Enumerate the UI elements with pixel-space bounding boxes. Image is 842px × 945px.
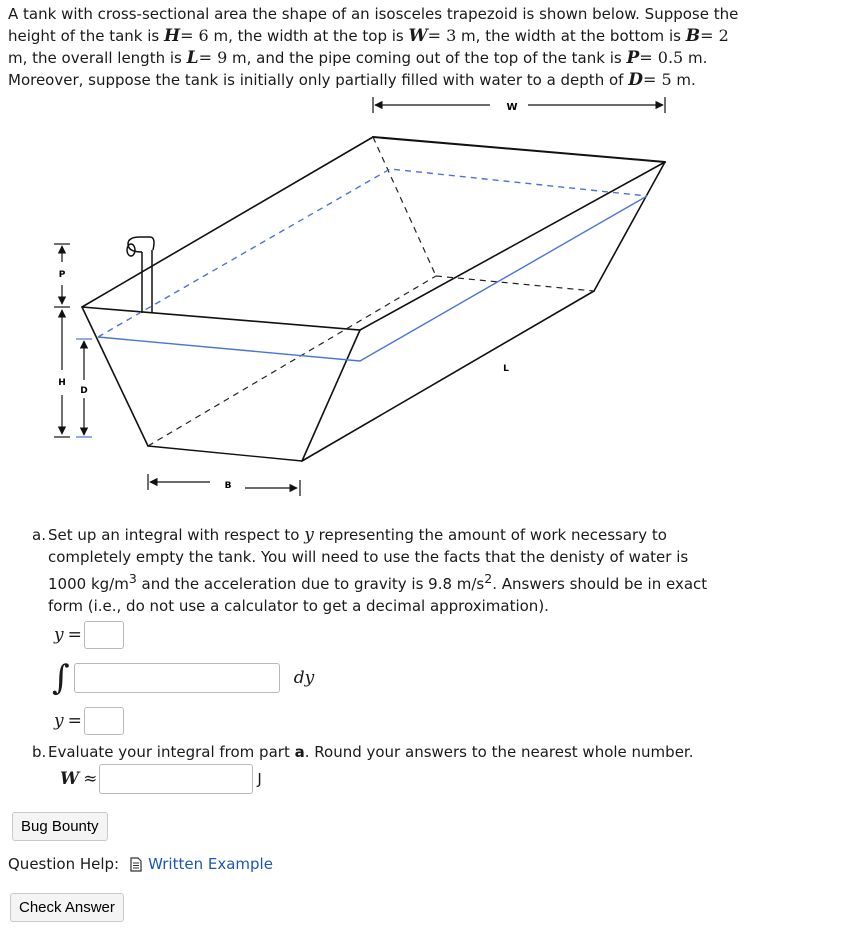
- tank-top-front-edge: [82, 162, 665, 330]
- integral-row: [52, 660, 314, 696]
- var-h: H: [164, 26, 181, 46]
- upper-limit-eq: =: [67, 711, 82, 731]
- work-answer-row: [60, 764, 262, 794]
- part-b-question: [32, 742, 718, 764]
- tank-bottom-front-edge: [148, 446, 302, 461]
- tank-bottom-long-edge: [302, 291, 594, 461]
- label-l: L: [503, 364, 509, 374]
- superscript-2: 2: [484, 571, 493, 586]
- value-w: = 3: [427, 26, 457, 45]
- dy-label: dy: [293, 668, 315, 688]
- question-help: [8, 855, 273, 873]
- var-w: W: [408, 26, 428, 46]
- tank-hidden-bottom-diag: [148, 276, 436, 446]
- part-a-label: a.: [32, 526, 46, 544]
- part-b-text-2: . Round your answers to the nearest whole number.: [304, 743, 694, 761]
- part-a-text-2: representing the amount of work necessary to completely empty the tank. You will need to use the facts that the denisty of water is 1000 kg/m: [48, 526, 689, 593]
- upper-limit-input[interactable]: [84, 707, 124, 735]
- part-b-label: b.: [32, 743, 47, 761]
- lower-limit-input[interactable]: [84, 621, 124, 649]
- label-w: W: [506, 102, 518, 113]
- tank-hidden-back-bottom: [436, 276, 594, 291]
- upper-limit-var: y: [54, 711, 64, 731]
- label-h: H: [58, 378, 66, 388]
- problem-text-7: m.: [687, 49, 708, 67]
- part-a-text-3: and the acceleration due to gravity is 9.8 m/s: [136, 575, 485, 593]
- part-a-question: [32, 525, 718, 617]
- label-d: D: [80, 386, 88, 396]
- value-l: = 9: [198, 48, 228, 67]
- problem-text-1: A tank with cross-sectional area the shape of an isosceles trapezoid is shown below. Suppose the: [8, 5, 739, 23]
- value-b: = 2: [700, 26, 729, 45]
- problem-text-9: m.: [676, 71, 696, 89]
- check-answer-button[interactable]: Check Answer: [10, 893, 124, 922]
- value-h: = 6: [180, 26, 209, 45]
- approx-sign: ≈: [83, 769, 98, 789]
- problem-text-4: m, the width at the bottom is: [461, 27, 681, 45]
- tank-front-top-edge: [82, 137, 373, 307]
- upper-limit-row: [54, 707, 124, 735]
- part-a-text-4: . Answers should be in exact form (i.e., do not use a calculator to get a decimal approximation).: [48, 575, 708, 615]
- part-a-text-1: Set up an integral with respect to: [48, 526, 300, 544]
- lower-limit-eq: =: [67, 625, 82, 645]
- var-p: P: [626, 48, 640, 68]
- problem-statement: [8, 4, 828, 91]
- part-b-bold-a: a: [294, 743, 305, 761]
- superscript-3: 3: [128, 571, 137, 586]
- pipe: [128, 237, 154, 313]
- problem-text-8: Moreover, suppose the tank is initially only partially filled with water to a depth of: [8, 71, 624, 89]
- unit-joules: J: [257, 770, 262, 788]
- question-help-label: Question Help:: [8, 855, 120, 873]
- value-d: = 5: [642, 70, 672, 89]
- written-example-text: Written Example: [148, 855, 273, 873]
- label-b: B: [224, 481, 232, 491]
- problem-text-3: m, the width at the top is: [213, 27, 404, 45]
- problem-text-6: m, and the pipe coming out of the top of the tank is: [232, 49, 622, 67]
- lower-limit-var: y: [54, 625, 64, 645]
- lower-limit-row: [54, 621, 124, 649]
- var-d: D: [628, 70, 643, 90]
- tank-top-back-edge: [373, 137, 665, 162]
- work-var: W: [60, 769, 80, 789]
- problem-text-2: height of the tank is: [8, 27, 160, 45]
- bug-bounty-button[interactable]: Bug Bounty: [12, 812, 108, 841]
- written-example-link[interactable]: [129, 855, 273, 873]
- water-hidden-line: [98, 169, 647, 337]
- tank-front-left-side: [82, 307, 148, 446]
- var-b: B: [685, 26, 701, 46]
- document-icon: [129, 857, 143, 872]
- label-p: P: [58, 270, 66, 280]
- tank-figure: [0, 95, 700, 505]
- problem-text-5: m, the overall length is: [8, 49, 182, 67]
- part-b-text-1: Evaluate your integral from part: [48, 743, 290, 761]
- value-p: = 0.5: [639, 48, 684, 67]
- integrand-input[interactable]: [74, 663, 280, 693]
- part-a-var-y: y: [304, 525, 314, 545]
- var-l: L: [186, 48, 199, 68]
- work-answer-input[interactable]: [99, 764, 253, 794]
- water-front-line: [98, 196, 647, 361]
- integral-sign: ∫: [52, 658, 70, 698]
- tank-hidden-back-left: [373, 137, 436, 276]
